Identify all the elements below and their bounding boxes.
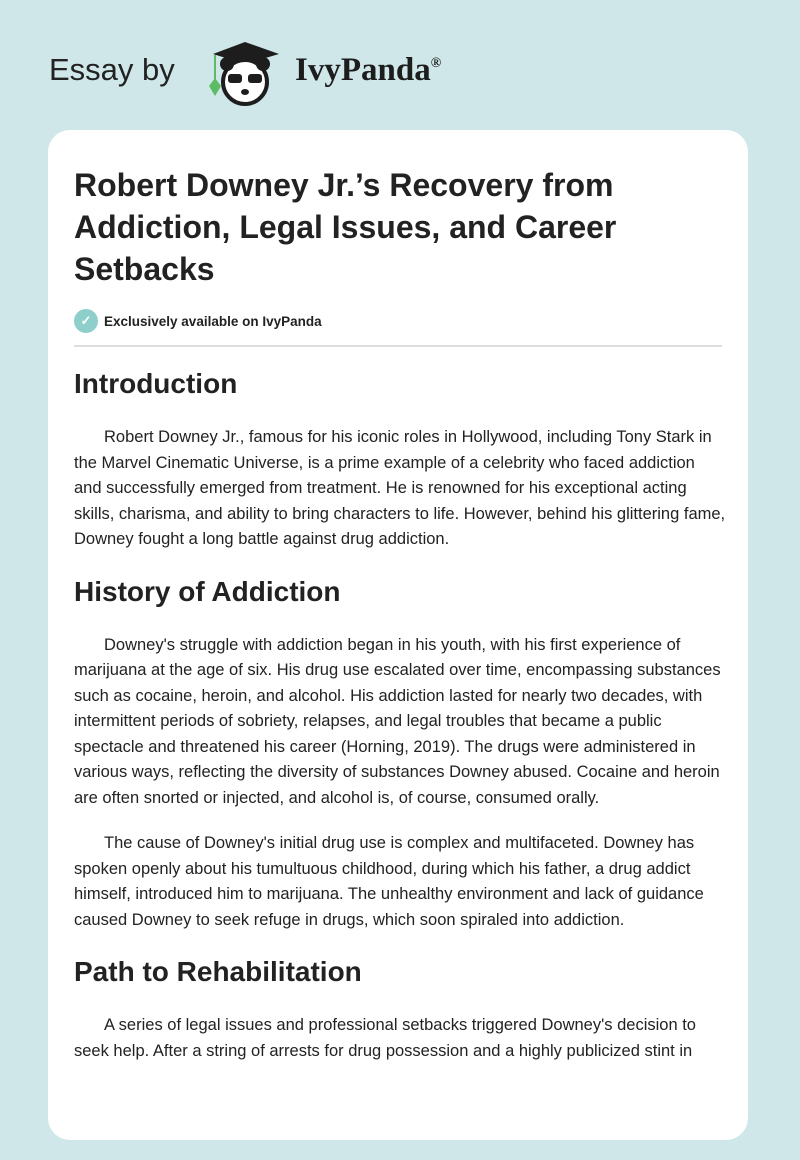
brand-name <box>295 52 441 89</box>
paragraph: A series of legal issues and professional setbacks triggered Downey's decision to seek help. After a string of arrests for drug possession and a highly publicized stint in <box>74 1016 696 1060</box>
paragraph: Robert Downey Jr., famous for his iconic roles in Hollywood, including Tony Stark in the Marvel Cinematic Universe, is a prime example of a celebrity who faced addiction and successfully emerged from treatment. He is renowned for his exceptional acting skills, charisma, and ability to bring characters to life. However, behind his glittering fame, Downey fought a long battle against drug addiction. <box>74 428 726 548</box>
section-heading: Path to Rehabilitation <box>74 956 362 987</box>
section-heading: History of Addiction <box>74 575 341 607</box>
exclusive-badge <box>74 309 722 333</box>
paragraph: The cause of Downey's initial drug use is complex and multifaceted. Downey has spoken openly about his tumultuous childhood, during which his father, a drug addict himself, introduced him to marijuana. The unhealthy environment and lack of guidance caused Downey to seek refuge in drugs, which soon spiraled into addiction. <box>74 834 704 929</box>
check-icon: ✓ <box>74 309 98 333</box>
essay-by-label: Essay by <box>49 52 175 87</box>
site-header <box>0 36 800 106</box>
ivypanda-logo-icon[interactable] <box>203 40 288 106</box>
registered-mark: ® <box>430 56 442 71</box>
page-title: Robert Downey Jr.’s Recovery from Addiction, Legal Issues, and Career Setbacks <box>74 167 617 287</box>
paragraph: Downey's struggle with addiction began in his youth, with his first experience of marijuana at the age of six. His drug use escalated over time, encompassing substances such as cocaine, heroin, and alcohol. His addiction lasted for nearly two decades, with intermittent periods of sobriety, relapses, and legal troubles that became a public spectacle and threatened his career (Horning, 2019). The drugs were administered in various ways, reflecting the diversity of substances Downey abused. Cocaine and heroin are often snorted or injected, and alcohol is, of course, consumed orally. <box>74 635 721 807</box>
brand-text: IvyPanda <box>295 52 431 88</box>
divider <box>74 345 722 347</box>
section-heading: Introduction <box>74 368 238 399</box>
essay-card <box>48 130 748 1140</box>
badge-label: Exclusively available on IvyPanda <box>104 313 322 329</box>
